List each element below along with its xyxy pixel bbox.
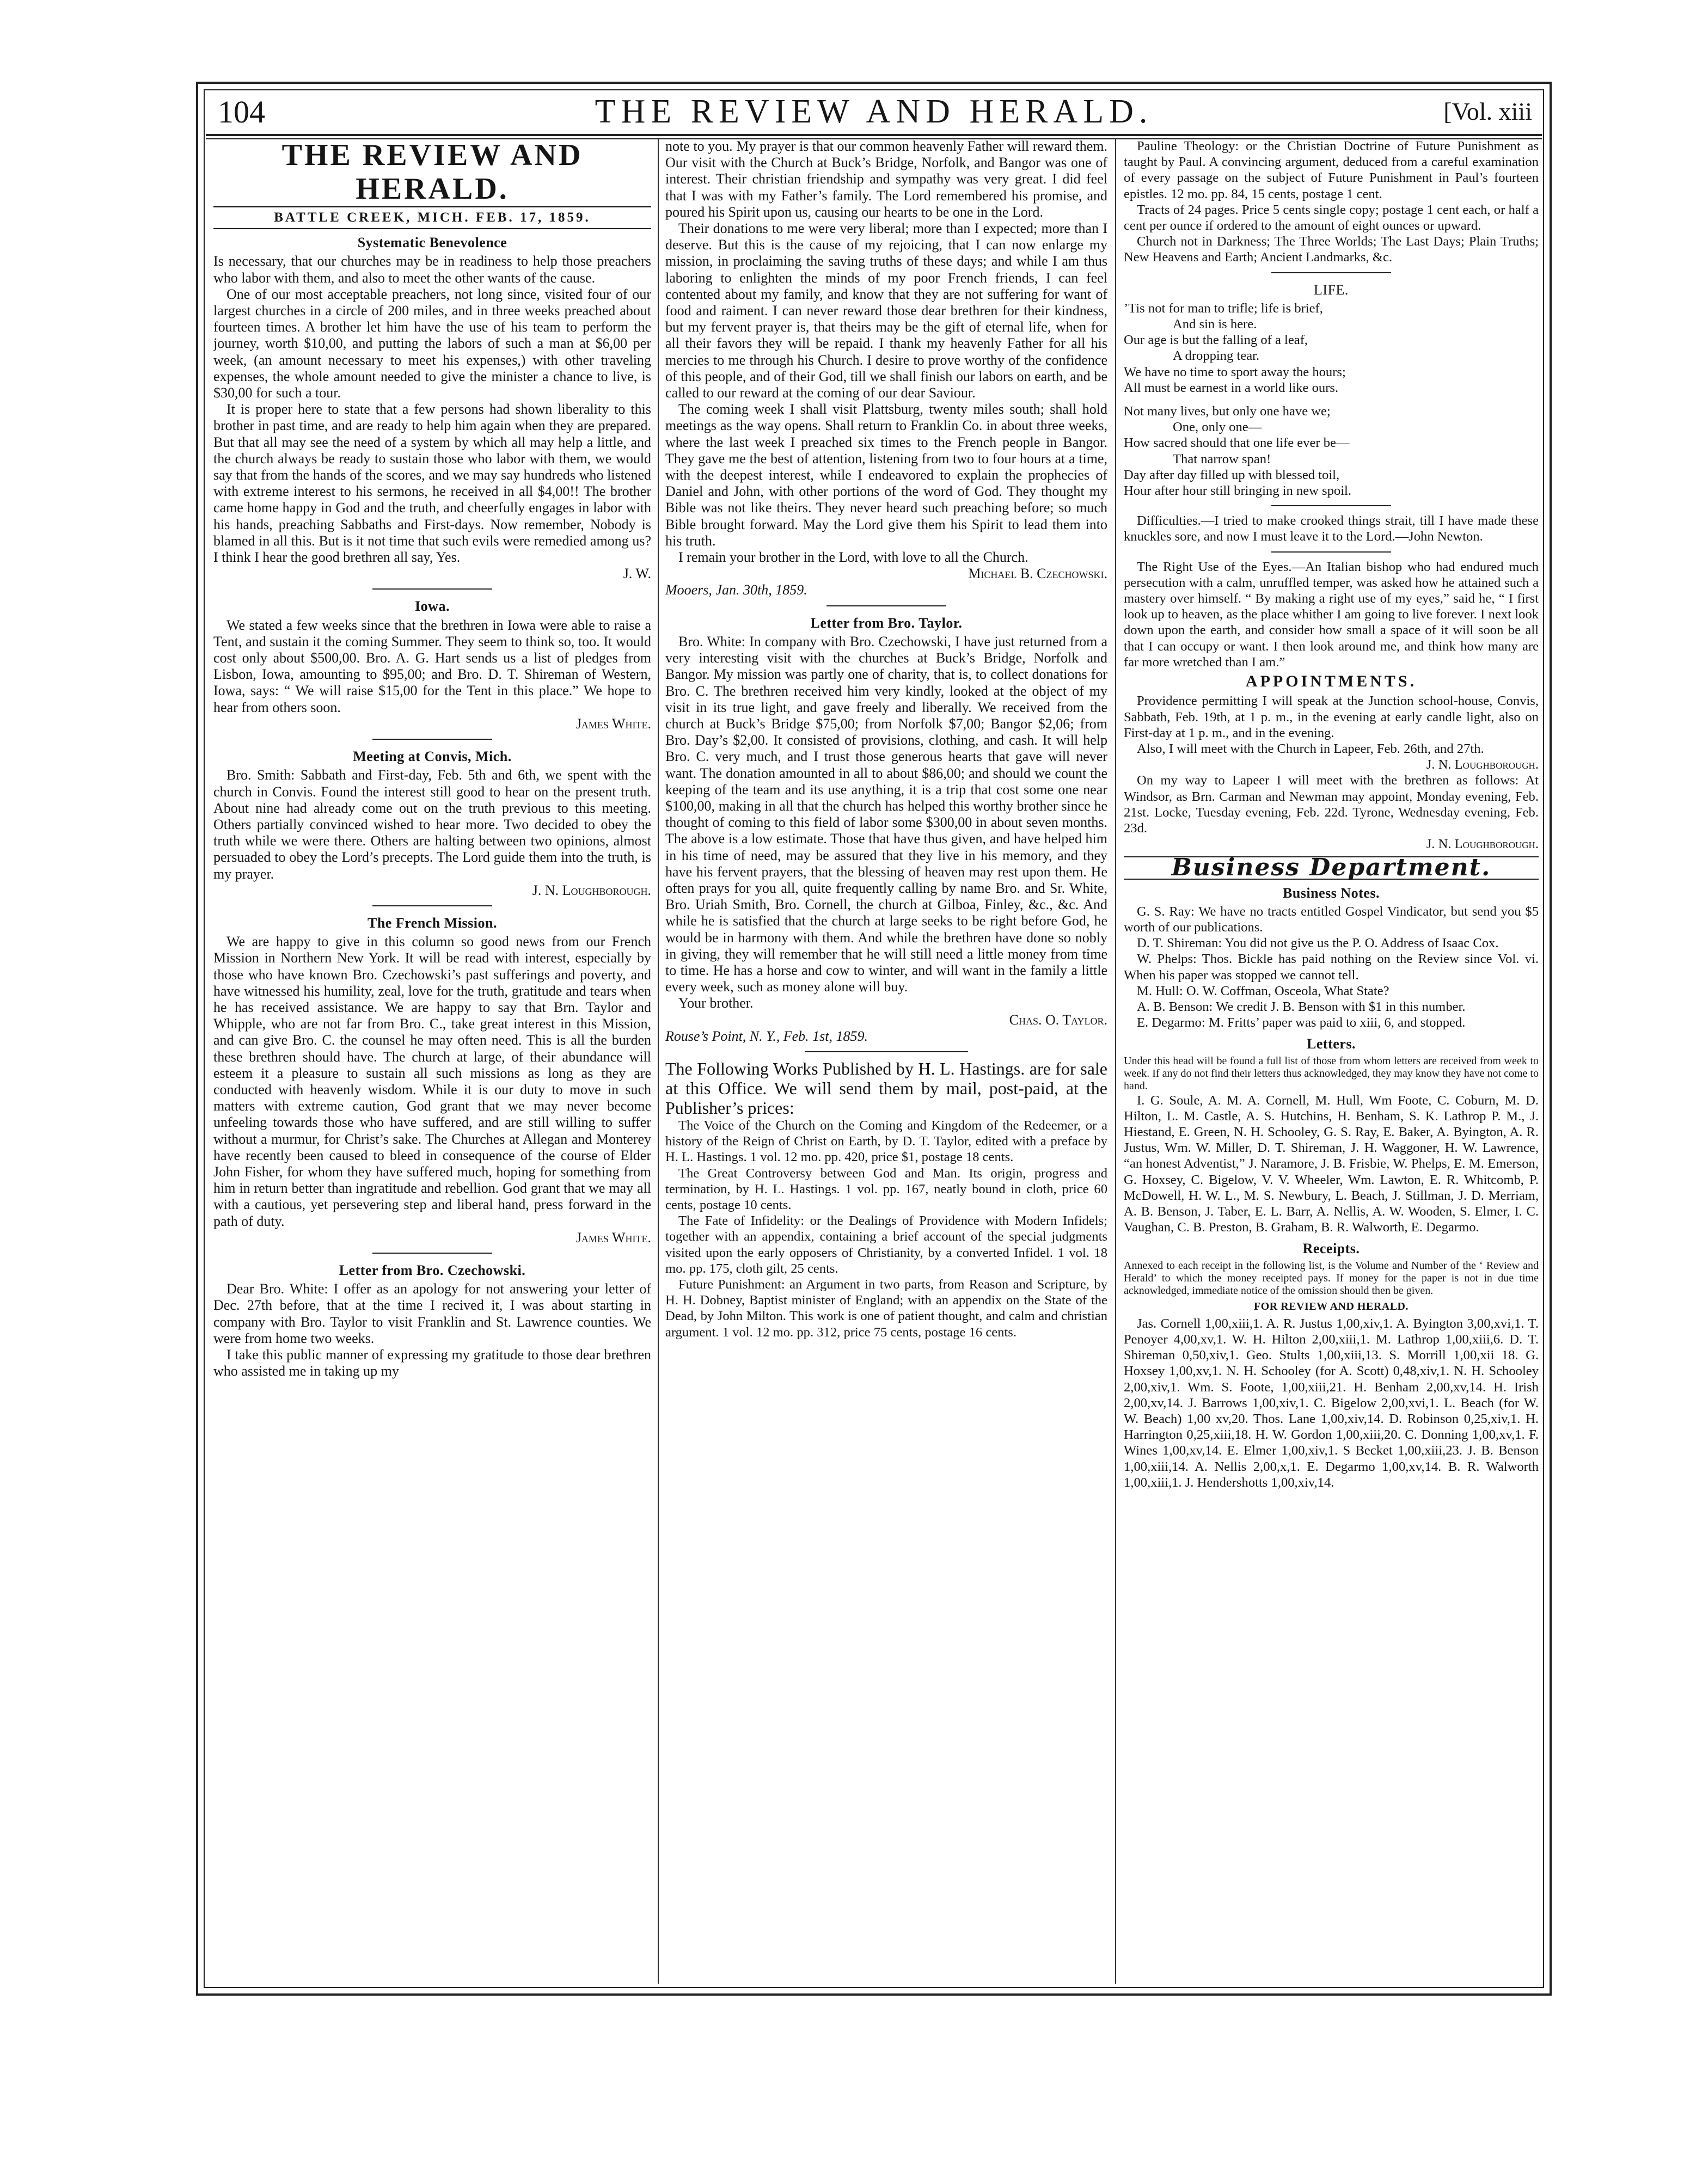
column-1 (213, 138, 651, 1981)
business-note: M. Hull: O. W. Coffman, Osceola, What State? (1137, 983, 1389, 998)
signature: Michael B. Czechowski. (968, 566, 1107, 582)
receipts-list: Jas. Cornell 1,00,xiii,1. A. R. Justus 1,00,xiv,1. A. Byington 3,00,xvi,1. T. Penoyer 4,00,xv,1. W. H. Hilton 2,00,xiii,1. M. Lathrop 1,00,xiii,6. D. T. Shireman 0,50,xiv,1. Geo. Stults 1,00,xiii,13. S. Morrill 1,00,xii 18. G. Hoxsey 1,00,xv,1. N. H. Schooley (for A. Scott) 0,48,xiv,1. N. H. Schooley 2,00,xiv,1. Wm. S. Foote, 1,00,xiii,21. H. Benham 2,00,xv,14. H. Irish 2,00,xv,14. J. Barrows 1,00,xiv,1. C. Bigelow 2,00,xvi,1. L. Beach (for W. W. Beach) 1,00 xv,20. Thos. Lane 1,00,xiv,14. D. Robinson 0,25,xiv,1. H. Harrington 0,25,xiii,18. H. W. Gordon 1,00,xiii,20. C. Donning 1,00,xv,1. F. Wines 1,00,xv,14. E. Elmer 1,00,xiv,1. S Becket 1,00,xiii,23. J. B. Benson 1,00,xiii,14. A. Nellis 2,00,x,1. E. Degarmo 1,00,xv,14. B. R. Walworth 1,00,xiii,1. J. Hendershotts 1,00,xiv,14. (1124, 1316, 1539, 1490)
article-paragraph: Dear Bro. White: I offer as an apology for not answering your letter of Dec. 27th before, that at the time I recived it, I was about starting in company with Bro. Taylor to visit Franklin and St. Lawrence counties. We were from home two weeks. (213, 1281, 651, 1346)
signature: James White. (575, 715, 651, 732)
article-heading: Systematic Benevolence (357, 235, 507, 251)
article-paragraph: Also, I will meet with the Church in Lapeer, Feb. 26th, and 27th. (1137, 741, 1484, 756)
advertisement-item: Pauline Theology: or the Christian Doctrine of Future Punishment as taught by Paul. A convincing argument, deduced from a careful examination of every passage on the subject of Future Punishment in Paul’s fourteen epistles. 12 mo. pp. 84, 15 cents, postage 1 cent. (1124, 139, 1539, 201)
advertisement-item: Future Punishment: an Argument in two parts, from Reason and Scripture, by H. H. Dobney, Baptist minister of England; with an appendix on the State of the Dead, by John Milton. This work is one of patient thought, and calm and christian argument. 1 vol. 12 mo. pp. 312, price 75 cents, postage 16 cents. (665, 1277, 1107, 1340)
column-divider (658, 138, 659, 1984)
article-paragraph: It is proper here to state that a few persons had shown liberality to this brother in past time, and are ready to help him again when they are prepared. But that all may see the need of a system by which all may help a little, and the church always be ready to sustain those who labor with them, we would say that from the hands of the scores, and we may say hundreds who listened with extreme interest to his sermons, he received in all $4,00!! The brother came home happy in God and the truth, and cheerfully engages in labor with his hands, preaching Sabbaths and First-days. Now remember, Nobody is blamed in all this. But is it not time that such evils were remedied among us? I think I hear the good brethren all say, Yes. (213, 401, 651, 566)
article-heading: Letter from Bro. Taylor. (810, 615, 963, 631)
article-paragraph: I remain your brother in the Lord, with love to all the Church. (678, 549, 1028, 566)
article-paragraph: Their donations to me were very liberal; more than I expected; more than I deserve. But this is the cause of my rejoicing, that I can now enlarge my mission, in proclaiming the saving truths of these days; and while I am thus laboring to enlighten the minds of my poor French friends, I can feel contented about my family, and know that they are not suffering for want of food and raiment. I can never reward those dear brethren for their kindness, but my fervent prayer is, that theirs may be the gift of eternal life, when for all their favors they will be repaid. I thank my heavenly Father for all his mercies to me through his Church. I desire to prove worthy of the confidence of this people, and of their God, till we shall finish our labors on earth, and be called to our reward at the coming of our dear Saviour. (665, 220, 1107, 401)
poem-line: Our age is but the falling of a leaf, (1124, 333, 1308, 348)
poem-line: One, only one— (1173, 420, 1262, 435)
section-note: Annexed to each receipt in the following list, is the Volume and Number of the ‘ Review and Herald’ to which the money receipted pays. If money for the paper is not in due time acknowledged, immediate notice of the omission should then be given. (1124, 1259, 1539, 1297)
separator (805, 1048, 968, 1056)
business-note: G. S. Ray: We have no tracts entitled Gospel Vindicator, but send you $5 worth of our publications. (1124, 904, 1539, 935)
article-paragraph: note to you. My prayer is that our common heavenly Father will reward them. Our visit with the Church at Buck’s Bridge, Norfolk, and Bangor was one of interest. Their christian friendship and sympathy was very great. I did feel that I was with my Father’s family. The Lord remembered his promise, and poured his Spirit upon us, causing our hearts to be one in the Lord. (665, 138, 1107, 220)
separator (372, 902, 492, 910)
article-paragraph: Bro. White: In company with Bro. Czechowski, I have just returned from a very interesting visit with the churches at Buck’s Bridge, Norfolk and Bangor. My mission was partly one of charity, that is, to collect donations for Bro. C. The brethren received him very kindly, looked at the object of my visit in its true light, and gave freely and liberally. We received from the church at Buck’s Bridge $75,00; from Norfolk $7,00; Bangor $2,06; from Bro. Day’s $2,00. It consisted of provisions, clothing, and cash. It will help Bro. C. very much, and I trust those generous hearts that gave will never want. The donation amounted in all to about $86,00; and should we count the keeping of the team and its use anything, it is a trip that cost some one near $100,00, making in all that the church has helped this worthy brother since he thought of coming to this field of labor some $300,00 in about seven months. The above is a low estimate. Those that have thus given, and have helped him in his time of need, may be assured that they live in his memory, and they have his fervent prayers, that the blessing of heaven may rest upon them. He often prays for you all, quite frequently calling by name Bro. and Sr. White, Bro. Uriah Smith, Bro. Cornell, the church at Gilboa, Finley, &c., &c. And while he is satisfied that the church at large seeks to be right before God, he would be in harmony with them. And while the brethren have done so nobly in giving, they will remember that he will still need a little money from time to time. He has a horse and cow to winter, and will want in the family a little every week, such as money alone will buy. (665, 633, 1107, 995)
page-header (206, 91, 1542, 133)
section-note: Under this head will be found a full list of those from whom letters are received from week to week. If any do not find their letters thus acknowledged, they may know they have not come to hand. (1124, 1054, 1539, 1092)
running-title: THE REVIEW AND HERALD. (595, 93, 1153, 130)
business-note: A. B. Benson: We credit J. B. Benson with $1 in this number. (1137, 999, 1466, 1014)
poem-title: LIFE. (1314, 281, 1349, 298)
separator (372, 585, 492, 593)
poem-line: A dropping tear. (1173, 348, 1260, 364)
business-department-heading: Business Department. (1124, 856, 1539, 879)
appointments-heading: APPOINTMENTS. (1245, 672, 1417, 691)
poem-line: And sin is here. (1173, 317, 1257, 332)
poem-line: Not many lives, but only one have we; (1124, 404, 1331, 419)
business-note: D. T. Shireman: You did not give us the P. O. Address of Isaac Cox. (1137, 936, 1499, 951)
volume-label: [Vol. xiii (1443, 97, 1532, 125)
business-note: E. Degarmo: M. Fritts’ paper was paid to xiii, 6, and stopped. (1137, 1015, 1466, 1030)
poem-line: How sacred should that one life ever be— (1124, 435, 1350, 451)
signature: J. N. Loughborough. (1426, 837, 1539, 852)
letters-list: I. G. Soule, A. M. A. Cornell, M. Hull, Wm Foote, C. Coburn, M. D. Hilton, L. M. Castle, A. S. Hutchins, H. Benham, S. K. Lathrop P. M., J. Hiestand, E. Green, N. H. Schooley, G. S. Ray, E. Baker, A. Byington, A. R. Justus, Wm. W. Miller, D. T. Shireman, J. H. Waggoner, H. W. Lawrence, “an honest Adventist,” J. Naramore, J. B. Frisbie, W. Phelps, E. M. Emerson, G. Hoxsey, C. Bigelow, V. V. Wheeler, Wm. Lawton, E. R. Whitcomb, P. McDowell, H. W. L., M. S. Newbury, L. Beach, J. Stillman, J. D. Merriam, A. B. Benson, J. Taber, E. L. Barr, A. Nellis, A. W. Wooden, S. Elmer, I. C. Vaughan, C. B. Preston, B. Graham, B. R. Walworth, E. Degarmo. (1124, 1093, 1539, 1235)
separator (372, 735, 492, 743)
section-heading: Letters. (1307, 1036, 1356, 1052)
dateline-place: Rouse’s Point, N. Y., Feb. 1st, 1859. (665, 1028, 868, 1044)
poem (1124, 300, 1539, 499)
article-paragraph: We are happy to give in this column so good news from our French Mission in Northern New York. It will be read with interest, especially by those who have known Bro. Czechowski’s past sufferings and poverty, and have witnessed his humility, zeal, love for the truth, gratitude and tears when he has received assistance. We are happy to say that Brn. Taylor and Whipple, who are not far from Bro. C., take great interest in this Mission, and can give Bro. C. the counsel he may often need. This is all the burden these brethren should have. The church at large, of their abundance will esteem it a pleasure to sustain all such missions as long as they are conducted with heavenly wisdom. While it is our duty to move in such matters with extreme caution, God grant that we may never become unfeeling towards those who have suffered, and are still willing to suffer without a murmur, for Christ’s sake. The Churches at Allegan and Monterey have recently been caused to bleed in consequence of the course of Elder John Fisher, for whom they have suffered much, hoping for something from him in return better than ingratitude and rebellion. God grant that we may all with a cautious, yet persevering step and liberal hand, press forward in the path of duty. (213, 934, 651, 1229)
separator (1271, 269, 1391, 277)
article-paragraph: We stated a few weeks since that the brethren in Iowa were able to raise a Tent, and sustain it the coming Summer. They seem to think so, too. It would cost only about $500,00. Bro. A. G. Hart sends us a list of pledges from Lisbon, Iowa, amounting to $95,00; and Bro. D. T. Shireman of Western, Iowa, says: “ We will raise $15,00 for the Tent in this place.” We hope to hear from others soon. (213, 617, 651, 715)
article-paragraph: Providence permitting I will speak at the Junction school-house, Convis, Sabbath, Feb. 19th, at 1 p. m., in the evening at early candle light, also on First-day at 1 p. m., and in the evening. (1124, 694, 1539, 740)
advertisement-item: The Fate of Infidelity: or the Dealings of Providence with Modern Infidels; together with an appendix, containing a brief account of the special judgments visited upon the early opposers of Christianity, by a converted Infidel. 1 vol. 18 mo. pp. 175, cloth gilt, 25 cents. (665, 1213, 1107, 1276)
column-3 (1124, 138, 1539, 1981)
advertisement-item: The Great Controversy between God and Man. Its origin, progress and termination, by H. L. Hastings. 1 vol. pp. 167, neatly bound in cloth, price 60 cents, postage 10 cents. (665, 1165, 1107, 1212)
column-2 (665, 138, 1107, 1981)
article-heading: Meeting at Convis, Mich. (353, 749, 512, 765)
signature: J. N. Loughborough. (1426, 757, 1539, 772)
poem-line: ’Tis not for man to trifle; life is brief, (1124, 300, 1323, 316)
section-heading: Receipts. (1302, 1241, 1360, 1257)
poem-line: We have no time to sport away the hours; (1124, 364, 1346, 379)
advertisement-item: Church not in Darkness; The Three Worlds; The Last Days; Plain Truths; New Heavens and Earth; Ancient Landmarks, &c. (1124, 234, 1539, 265)
section-heading: Business Notes. (1283, 885, 1380, 901)
article-paragraph: Is necessary, that our churches may be in readiness to help those preachers who labor with them, and also to meet the other wants of the cause. (213, 253, 651, 286)
dateline-place: Mooers, Jan. 30th, 1859. (665, 582, 807, 598)
article-heading: The French Mission. (368, 915, 497, 931)
receipts-subheading: FOR REVIEW AND HERALD. (1254, 1300, 1409, 1312)
article-heading: Letter from Bro. Czechowski. (339, 1262, 526, 1278)
signature: James White. (575, 1229, 651, 1246)
poem-line: All must be earnest in a world like ours. (1124, 380, 1339, 395)
separator (826, 602, 946, 610)
masthead: THE REVIEW AND HERALD. (213, 138, 651, 207)
page-number: 104 (218, 94, 265, 130)
advertisement-item: The Voice of the Church on the Coming and Kingdom of the Redeemer, or a history of the Reign of Christ on Earth, by D. T. Taylor, edited with a preface by H. L. Hastings. 1 vol. 12 mo. pp. 420, price $1, postage 18 cents. (665, 1118, 1107, 1165)
article-paragraph: Bro. Smith: Sabbath and First-day, Feb. 5th and 6th, we spent with the church in Convis. Found the interest still good to hear on the present truth. About nine had already come out on the truth previous to this meeting. Others partially convinced wished to hear more. Two decided to obey the truth while we were there. Others are halting between two opinions, almost persuaded to obey the Lord’s precepts. The Lord guide them into the truth, is my prayer. (213, 767, 651, 882)
article-paragraph: The Right Use of the Eyes.—An Italian bishop who had endured much persecution with a calm, unruffled temper, was asked how he attained such a mastery over himself. “ By making a right use of my eyes,” said he, “ I first look up to heaven, as the place whither I am going to live forever. I next look down upon the earth, and consider how small a space of it will soon be all that I can occupy or want. I then look around me, and think how many are far more wretched than I am.” (1124, 559, 1539, 670)
advertisement-item: Tracts of 24 pages. Price 5 cents single copy; postage 1 cent each, or half a cent per ounce if ordered to the amount of eight ounces or upward. (1124, 202, 1539, 234)
separator (1271, 502, 1391, 510)
article-paragraph: I take this public manner of expressing my gratitude to those dear brethren who assisted me in taking up my (213, 1347, 651, 1379)
article-heading: Iowa. (415, 598, 450, 615)
poem-line: Day after day filled up with blessed toil, (1124, 467, 1340, 482)
signature: J. N. Loughborough. (532, 882, 651, 898)
column-divider (1115, 138, 1116, 1984)
article-paragraph: One of our most acceptable preachers, not long since, visited four of our largest churches in a circle of 200 miles, and in three weeks preached about fourteen times. A brother let him have the use of his team to perform the journey, worth $10,00, and putting the labors of such a man at $6,00 per week, (an amount necessary to meet his expenses,) with other traveling expenses, the whole amount needed to give the minister a chance to live, is $30,00 for such a tour. (213, 286, 651, 401)
poem-line: Hour after hour still bringing in new spoil. (1124, 483, 1352, 499)
poem-line: That narrow span! (1173, 451, 1271, 467)
article-paragraph: The coming week I shall visit Plattsburg, twenty miles south; shall hold meetings as the way opens. Shall return to Franklin Co. in about three weeks, where the last week I preached six times to the French people in Bangor. They gave me the best of attention, listening from two to four hours at a time, with the deepest interest, while I endeavored to explain the prophecies of Daniel and John, with other portions of the word of God. They thought my Bible was not like theirs. They never heard such preaching before; so much Bible brought forward. May the Lord give them his Spirit to lead them into his truth. (665, 401, 1107, 549)
advertisement-heading: The Following Works Published by H. L. Hastings. are for sale at this Office. We will send them by mail, post-paid, at the Publisher’s prices: (665, 1058, 1107, 1118)
signature: J. W. (623, 566, 651, 582)
article-paragraph: On my way to Lapeer I will meet with the brethren as follows: At Windsor, as Brn. Carman and Newman may appoint, Monday evening, Feb. 21st. Locke, Tuesday evening, Feb. 22d. Tyrone, Wednesday evening, Feb. 23d. (1124, 773, 1539, 836)
signature: Chas. O. Taylor. (1009, 1011, 1107, 1028)
business-note: W. Phelps: Thos. Bickle has paid nothing on the Review since Vol. vi. When his paper was stopped we cannot tell. (1124, 952, 1539, 983)
article-paragraph: Your brother. (678, 995, 754, 1011)
dateline: BATTLE CREEK, MICH. FEB. 17, 1859. (213, 207, 651, 229)
separator (1271, 548, 1391, 556)
article-paragraph: Difficulties.—I tried to make crooked things strait, till I have made these knuckles sore, and now I must leave it to the Lord.—John Newton. (1124, 513, 1539, 544)
separator (372, 1249, 492, 1257)
